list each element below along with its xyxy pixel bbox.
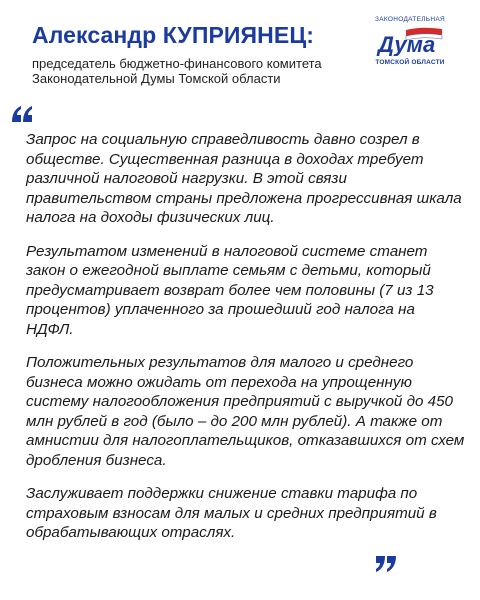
header — [0, 0, 480, 100]
speaker-role: председатель бюджетно-финансового комитета Законодательной Думы Томской области — [32, 56, 322, 86]
quote-body — [26, 130, 466, 557]
logo-word-text: Дума — [378, 32, 436, 56]
duma-logo — [370, 16, 450, 76]
quote-paragraph: Положительных результатов для малого и среднего бизнеса можно ожидать от перехода на упрощенную систему налогообложения предприятий с выручкой до 450 млн рублей в год (было – до 200 млн рублей). А также от амнистии для налогоплательщиков, отказавшихся от схем дробления бизнеса. — [26, 354, 465, 469]
logo-bottom-text: ТОМСКОЙ ОБЛАСТИ — [375, 59, 445, 66]
close-quote-icon — [374, 554, 398, 574]
logo-word-graphic — [376, 26, 444, 56]
open-quote-icon — [10, 104, 34, 124]
quote-paragraph: Результатом изменений в налоговой системе станет закон о ежегодной выплате семьям с детьми, который предусматривает возврат более чем половины (7 из 13 процентов) уплаченного за прошедший год налога на НДФЛ. — [26, 242, 434, 338]
quote-paragraph: Запрос на социальную справедливость давно созрел в обществе. Существенная разница в доходах требует различной налоговой нагрузки. В этой связи правительством страны предложена прогрессивная шкала налога на доходы физических лиц. — [26, 131, 462, 226]
quote-paragraph: Заслуживает поддержки снижение ставки тарифа по страховым взносам для малых и средних предприятий в обрабатывающих отраслях. — [26, 485, 437, 541]
speaker-name: Александр КУПРИЯНЕЦ: — [32, 22, 314, 48]
logo-top-text: ЗАКОНОДАТЕЛЬНАЯ — [375, 16, 445, 23]
